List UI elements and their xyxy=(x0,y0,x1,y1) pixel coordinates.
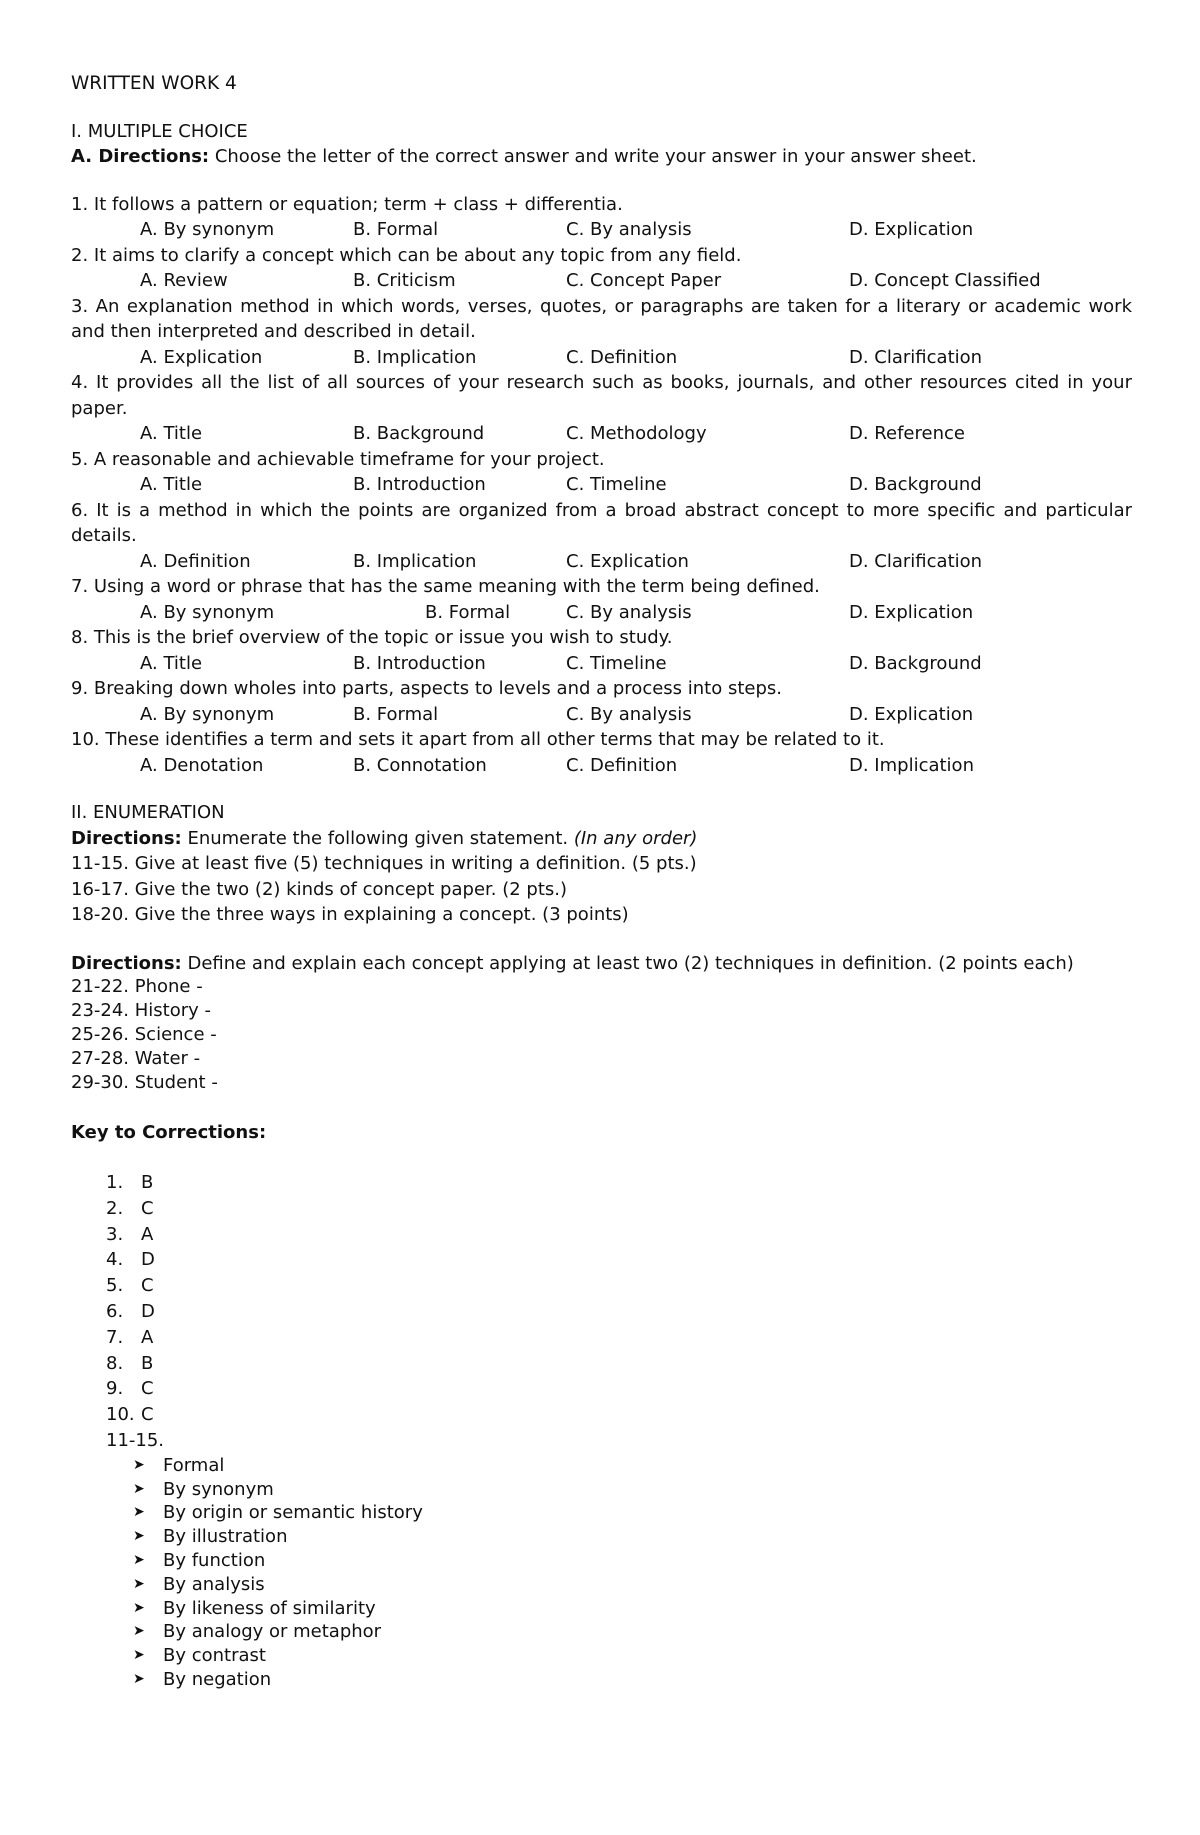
arrow-bullet-icon: ➤ xyxy=(133,1599,145,1616)
answer-letter: B xyxy=(141,1172,154,1193)
question-item xyxy=(71,192,1132,243)
technique-label: Formal xyxy=(163,1454,225,1476)
question-options xyxy=(71,345,1132,371)
technique-label: By analogy or metaphor xyxy=(163,1621,382,1643)
technique-item xyxy=(71,1478,1132,1502)
directions-text: Define and explain each concept applying at least two (2) techniques in definition. (2 points each) xyxy=(181,952,1074,974)
technique-label: By function xyxy=(163,1549,266,1571)
answer-number: 4. xyxy=(106,1249,124,1271)
question-options xyxy=(71,268,1132,294)
definition-items xyxy=(71,975,1132,1095)
question-options xyxy=(71,217,1132,243)
option-c: C. Methodology xyxy=(566,423,707,444)
technique-label: By synonym xyxy=(163,1478,274,1500)
question-text: 9. Breaking down wholes into parts, aspects to levels and a process into steps. xyxy=(71,678,782,699)
directions-label: Directions: xyxy=(71,827,182,849)
answer-key-item xyxy=(71,1351,1132,1377)
answer-number: 8. xyxy=(106,1352,124,1374)
question-text: 5. A reasonable and achievable timeframe for your project. xyxy=(71,448,605,470)
enumeration-item: 11-15. Give at least five (5) techniques in writing a definition. (5 pts.) xyxy=(71,853,697,874)
question-options xyxy=(71,600,1132,626)
answer-key-item xyxy=(71,1376,1132,1402)
answer-letter: C xyxy=(141,1197,154,1219)
answer-key-item xyxy=(71,1196,1132,1222)
option-d: D. Clarification xyxy=(849,346,983,368)
option-a: A. Denotation xyxy=(140,754,264,776)
technique-item xyxy=(71,1549,1132,1573)
question-options xyxy=(71,472,1132,498)
option-d: D. Background xyxy=(849,474,982,495)
technique-item xyxy=(71,1525,1132,1549)
question-options xyxy=(71,421,1132,447)
answer-letter: A xyxy=(141,1223,154,1245)
page-title: WRITTEN WORK 4 xyxy=(71,73,237,94)
directions-label: Directions: xyxy=(71,952,182,974)
question-item xyxy=(71,370,1132,447)
technique-label: By origin or semantic history xyxy=(163,1502,423,1524)
option-d: D. Clarification xyxy=(849,550,983,572)
technique-list xyxy=(71,1454,1132,1692)
technique-item xyxy=(71,1597,1132,1621)
answer-key-item xyxy=(71,1428,1132,1454)
answer-number: 10. xyxy=(106,1404,135,1426)
directions-text: Choose the letter of the correct answer and write your answer in your answer sheet. xyxy=(209,146,977,167)
directions-enumeration xyxy=(71,826,1132,852)
arrow-bullet-icon: ➤ xyxy=(133,1480,145,1497)
option-a: A. Explication xyxy=(140,346,263,368)
option-b: B. Formal xyxy=(353,703,439,725)
answer-key-list xyxy=(71,1170,1132,1454)
enumeration-item: 16-17. Give the two (2) kinds of concept paper. (2 pts.) xyxy=(71,878,568,900)
answer-letter: C xyxy=(141,1275,154,1297)
section-heading-multiple-choice: I. MULTIPLE CHOICE xyxy=(71,120,248,142)
arrow-bullet-icon: ➤ xyxy=(133,1670,145,1687)
option-c: C. Timeline xyxy=(566,474,667,495)
arrow-bullet-icon: ➤ xyxy=(133,1504,145,1521)
directions-multiple-choice xyxy=(71,144,1132,170)
answer-letter: A xyxy=(141,1326,154,1348)
technique-label: By contrast xyxy=(163,1645,266,1667)
option-a: A. Title xyxy=(140,423,203,444)
technique-label: By illustration xyxy=(163,1526,288,1548)
option-c: C. By analysis xyxy=(566,601,692,623)
option-c: C. By analysis xyxy=(566,219,692,240)
option-d: D. Concept Classified xyxy=(849,270,1041,291)
definition-item: 27-28. Water - xyxy=(71,1047,201,1069)
enumeration-item: 18-20. Give the three ways in explaining a concept. (3 points) xyxy=(71,904,629,925)
option-b: B. Formal xyxy=(353,219,439,240)
question-options xyxy=(71,651,1132,677)
question-list xyxy=(71,192,1132,779)
option-d: D. Background xyxy=(849,652,982,674)
question-options xyxy=(71,702,1132,728)
option-c: C. Timeline xyxy=(566,652,667,674)
technique-item xyxy=(71,1573,1132,1597)
option-a: A. Review xyxy=(140,270,228,291)
answer-letter: C xyxy=(141,1378,154,1400)
option-a: A. Title xyxy=(140,652,203,674)
option-a: A. By synonym xyxy=(140,703,275,725)
option-b: B. Connotation xyxy=(353,754,487,776)
definition-item: 29-30. Student - xyxy=(71,1071,218,1093)
question-text: 2. It aims to clarify a concept which can be about any topic from any field. xyxy=(71,244,742,266)
answer-key-item xyxy=(71,1299,1132,1325)
question-item xyxy=(71,294,1132,371)
question-item xyxy=(71,498,1132,575)
option-b: B. Formal xyxy=(425,601,511,623)
technique-item xyxy=(71,1620,1132,1644)
arrow-bullet-icon: ➤ xyxy=(133,1551,145,1568)
question-text: 8. This is the brief overview of the topic or issue you wish to study. xyxy=(71,627,673,648)
directions-label: A. Directions: xyxy=(71,146,210,167)
question-item xyxy=(71,676,1132,727)
question-item xyxy=(71,625,1132,676)
definition-item: 21-22. Phone - xyxy=(71,975,203,997)
option-b: B. Implication xyxy=(353,550,477,572)
question-text: 10. These identifies a term and sets it apart from all other terms that may be related to it. xyxy=(71,729,885,750)
answer-number: 6. xyxy=(106,1300,124,1322)
option-b: B. Introduction xyxy=(353,474,486,495)
option-d: D. Explication xyxy=(849,601,974,623)
answer-key-item xyxy=(71,1222,1132,1248)
option-d: D. Reference xyxy=(849,423,965,444)
technique-item xyxy=(71,1501,1132,1525)
answer-letter: C xyxy=(141,1404,154,1426)
directions-note: (In any order) xyxy=(573,827,698,849)
option-b: B. Implication xyxy=(353,346,477,368)
question-text: 3. An explanation method in which words, verses, quotes, or paragraphs are taken for a literary or academic work and then interpreted and described in detail. xyxy=(71,295,1132,342)
option-b: B. Criticism xyxy=(353,270,456,291)
option-d: D. Implication xyxy=(849,754,974,776)
directions-text: Enumerate the following given statement. xyxy=(181,827,574,849)
answer-key-item xyxy=(71,1247,1132,1273)
technique-label: By analysis xyxy=(163,1573,265,1595)
answer-letter: B xyxy=(141,1352,154,1374)
answer-number: 9. xyxy=(106,1378,124,1400)
answer-number: 7. xyxy=(106,1326,124,1348)
technique-label: By negation xyxy=(163,1668,272,1690)
option-c: C. Concept Paper xyxy=(566,270,722,291)
option-b: B. Introduction xyxy=(353,652,486,674)
question-text: 7. Using a word or phrase that has the same meaning with the term being defined. xyxy=(71,576,820,597)
arrow-bullet-icon: ➤ xyxy=(133,1575,145,1592)
question-options xyxy=(71,753,1132,779)
key-heading: Key to Corrections: xyxy=(71,1121,267,1143)
question-item xyxy=(71,243,1132,294)
directions-definition xyxy=(71,953,1132,975)
arrow-bullet-icon: ➤ xyxy=(133,1647,145,1664)
question-options xyxy=(71,549,1132,575)
option-d: D. Explication xyxy=(849,703,974,725)
answer-key-item xyxy=(71,1170,1132,1196)
question-item xyxy=(71,447,1132,498)
option-c: C. By analysis xyxy=(566,703,692,725)
option-b: B. Background xyxy=(353,423,485,444)
answer-key-item xyxy=(71,1402,1132,1428)
answer-key-item xyxy=(71,1273,1132,1299)
technique-item xyxy=(71,1668,1132,1692)
question-text: 6. It is a method in which the points are organized from a broad abstract concept to more specific and particular details. xyxy=(71,499,1132,546)
arrow-bullet-icon: ➤ xyxy=(133,1623,145,1640)
arrow-bullet-icon: ➤ xyxy=(133,1456,145,1473)
answer-letter: D xyxy=(141,1249,155,1271)
answer-letter: D xyxy=(141,1300,155,1322)
option-d: D. Explication xyxy=(849,219,974,240)
option-a: A. Definition xyxy=(140,550,251,572)
answer-number: 11-15. xyxy=(106,1429,165,1451)
option-c: C. Explication xyxy=(566,550,689,572)
option-a: A. By synonym xyxy=(140,219,275,240)
technique-item xyxy=(71,1644,1132,1668)
option-a: A. By synonym xyxy=(140,601,275,623)
definition-item: 23-24. History - xyxy=(71,999,212,1021)
question-text: 4. It provides all the list of all sources of your research such as books, journals, and other resources cited in your paper. xyxy=(71,372,1132,419)
answer-number: 2. xyxy=(106,1197,124,1219)
option-c: C. Definition xyxy=(566,346,678,368)
question-item xyxy=(71,574,1132,625)
technique-item xyxy=(71,1454,1132,1478)
section-heading-enumeration: II. ENUMERATION xyxy=(71,802,225,823)
technique-label: By likeness of similarity xyxy=(163,1597,376,1619)
option-c: C. Definition xyxy=(566,754,678,776)
question-text: 1. It follows a pattern or equation; term + class + differentia. xyxy=(71,193,623,215)
option-a: A. Title xyxy=(140,474,203,495)
answer-key-item xyxy=(71,1325,1132,1351)
definition-item: 25-26. Science - xyxy=(71,1023,217,1045)
answer-number: 5. xyxy=(106,1275,124,1297)
answer-number: 1. xyxy=(106,1172,124,1193)
arrow-bullet-icon: ➤ xyxy=(133,1528,145,1545)
question-item xyxy=(71,727,1132,778)
answer-number: 3. xyxy=(106,1223,124,1245)
